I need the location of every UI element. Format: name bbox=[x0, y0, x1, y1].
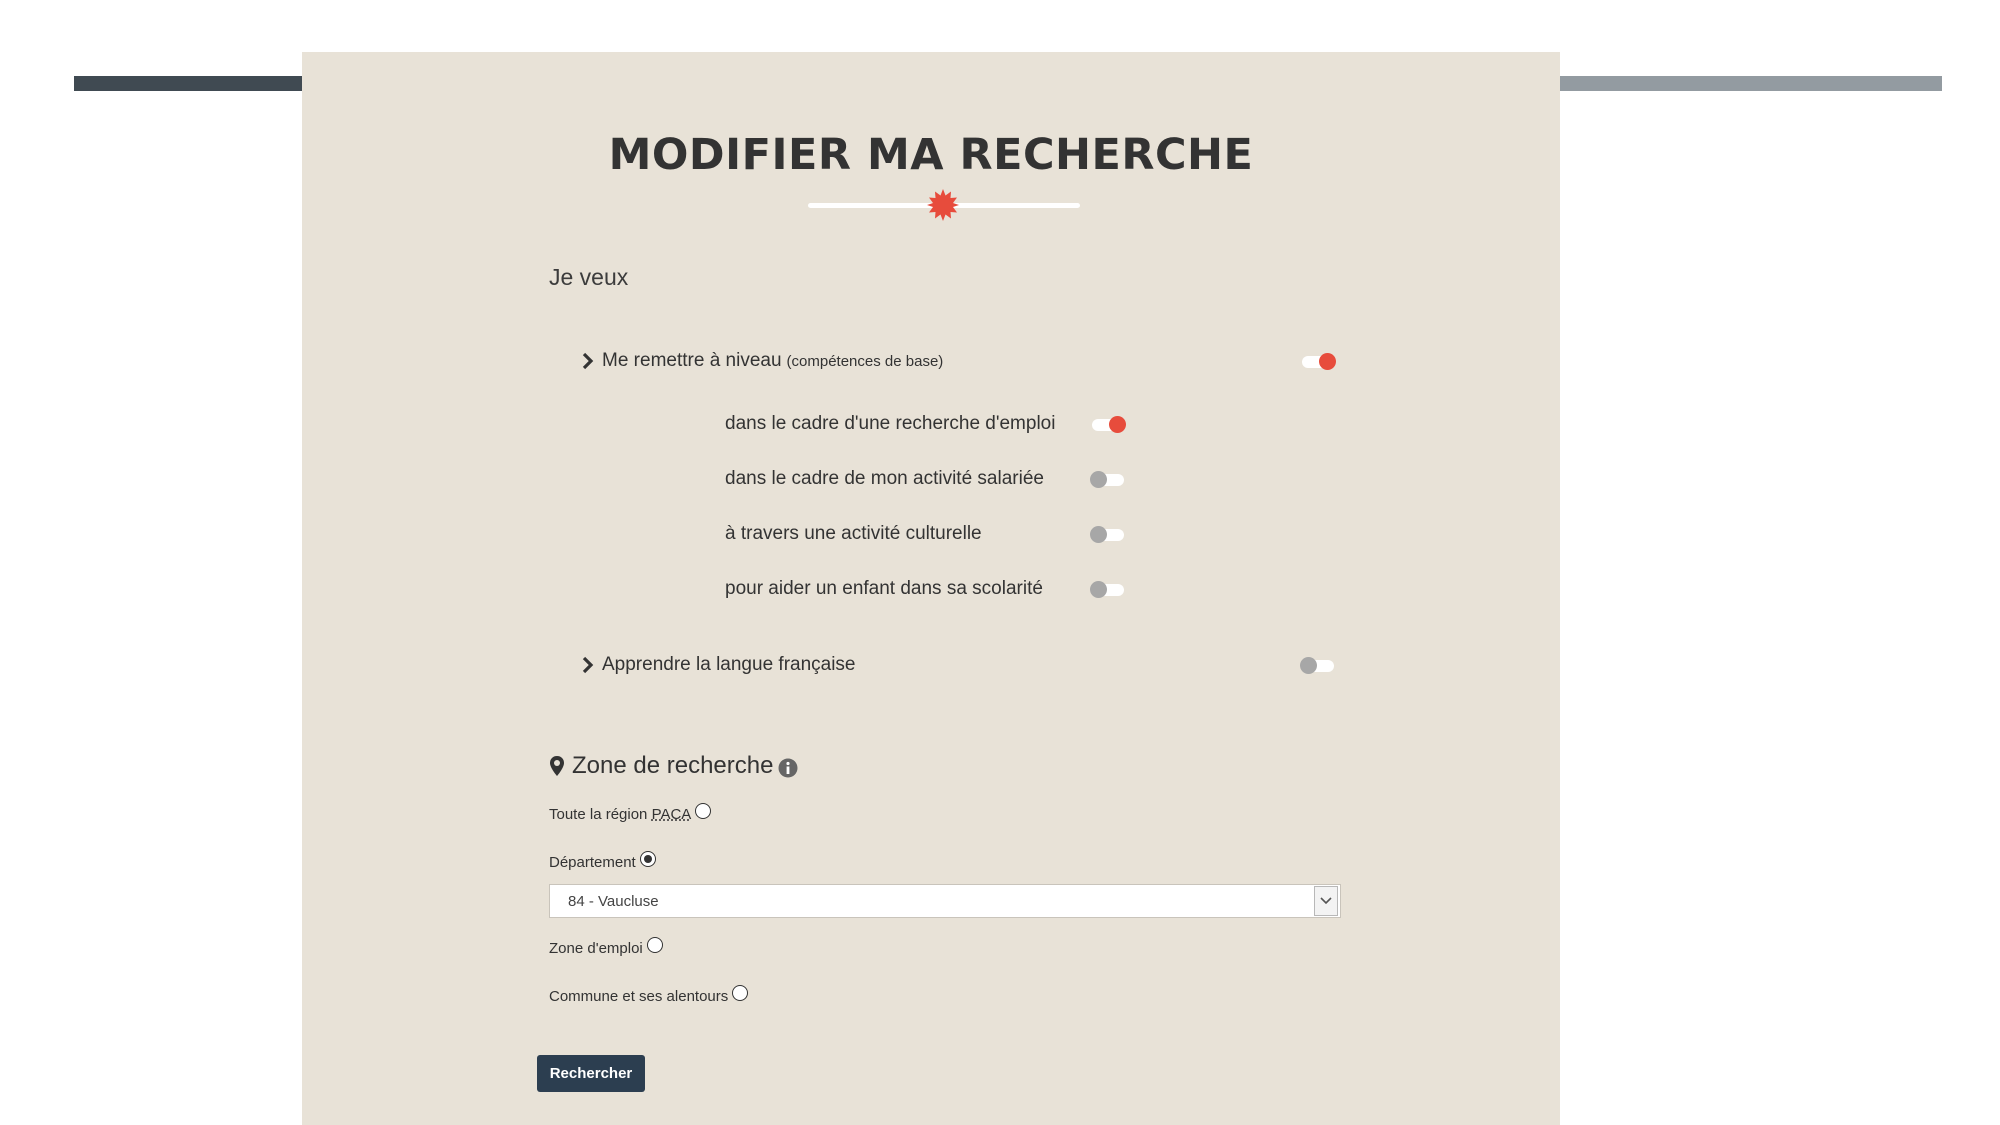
category-label: Apprendre la langue française bbox=[602, 654, 856, 675]
info-icon[interactable] bbox=[778, 758, 798, 778]
option-label-recherche-emploi: dans le cadre d'une recherche d'emploi bbox=[725, 413, 1056, 434]
abbr-paca: PACA bbox=[651, 806, 692, 823]
toggle-knob bbox=[1109, 416, 1126, 433]
radio-commune[interactable] bbox=[732, 985, 748, 1001]
zone-heading bbox=[549, 752, 798, 780]
zone-option-zone-emploi[interactable] bbox=[549, 940, 663, 957]
toggle-recherche-emploi[interactable] bbox=[1092, 419, 1124, 431]
departement-select[interactable] bbox=[549, 884, 1341, 918]
chevron-right-icon bbox=[580, 351, 596, 371]
decor-bar-left bbox=[74, 76, 304, 91]
map-pin-icon bbox=[549, 755, 565, 777]
chevron-right-icon bbox=[580, 655, 596, 675]
zone-option-commune[interactable] bbox=[549, 988, 748, 1005]
chevron-down-icon bbox=[1320, 897, 1332, 905]
zone-option-departement[interactable] bbox=[549, 854, 656, 871]
toggle-knob bbox=[1090, 526, 1107, 543]
section-heading-je-veux: Je veux bbox=[549, 264, 629, 290]
toggle-knob bbox=[1319, 353, 1336, 370]
option-label-activite-culturelle: à travers une activité culturelle bbox=[725, 523, 982, 544]
toggle-remise-a-niveau[interactable] bbox=[1302, 356, 1334, 368]
search-panel bbox=[302, 52, 1560, 1125]
zone-option-label: Toute la région bbox=[549, 806, 648, 823]
toggle-langue-francaise[interactable] bbox=[1302, 660, 1334, 672]
zone-title-text: Zone de recherche bbox=[572, 752, 774, 779]
zone-option-label: Département bbox=[549, 854, 636, 871]
toggle-knob bbox=[1090, 471, 1107, 488]
toggle-activite-culturelle[interactable] bbox=[1092, 529, 1124, 541]
category-langue-francaise[interactable] bbox=[580, 654, 856, 676]
radio-region[interactable] bbox=[695, 803, 711, 819]
search-button[interactable]: Rechercher bbox=[537, 1055, 645, 1092]
zone-option-label: Zone d'emploi bbox=[549, 940, 643, 957]
category-label: Me remettre à niveau bbox=[602, 350, 782, 371]
category-remise-a-niveau[interactable] bbox=[580, 350, 943, 372]
category-detail: (compétences de base) bbox=[786, 352, 944, 370]
toggle-activite-salariee[interactable] bbox=[1092, 474, 1124, 486]
zone-option-label: Commune et ses alentours bbox=[549, 988, 729, 1005]
departement-select-value: 84 - Vaucluse bbox=[568, 892, 659, 910]
option-label-aider-enfant: pour aider un enfant dans sa scolarité bbox=[725, 578, 1043, 599]
toggle-knob bbox=[1090, 581, 1107, 598]
option-label-activite-salariee: dans le cadre de mon activité salariée bbox=[725, 468, 1044, 489]
radio-zone-emploi[interactable] bbox=[647, 937, 663, 953]
page-title: MODIFIER MA RECHERCHE bbox=[608, 130, 1254, 180]
toggle-aider-enfant[interactable] bbox=[1092, 584, 1124, 596]
select-arrow[interactable] bbox=[1314, 886, 1338, 916]
zone-option-region[interactable] bbox=[549, 806, 711, 823]
decor-bar-right bbox=[1560, 76, 1942, 91]
toggle-knob bbox=[1300, 657, 1317, 674]
sun-burst-icon bbox=[926, 188, 960, 222]
radio-departement[interactable] bbox=[640, 851, 656, 867]
